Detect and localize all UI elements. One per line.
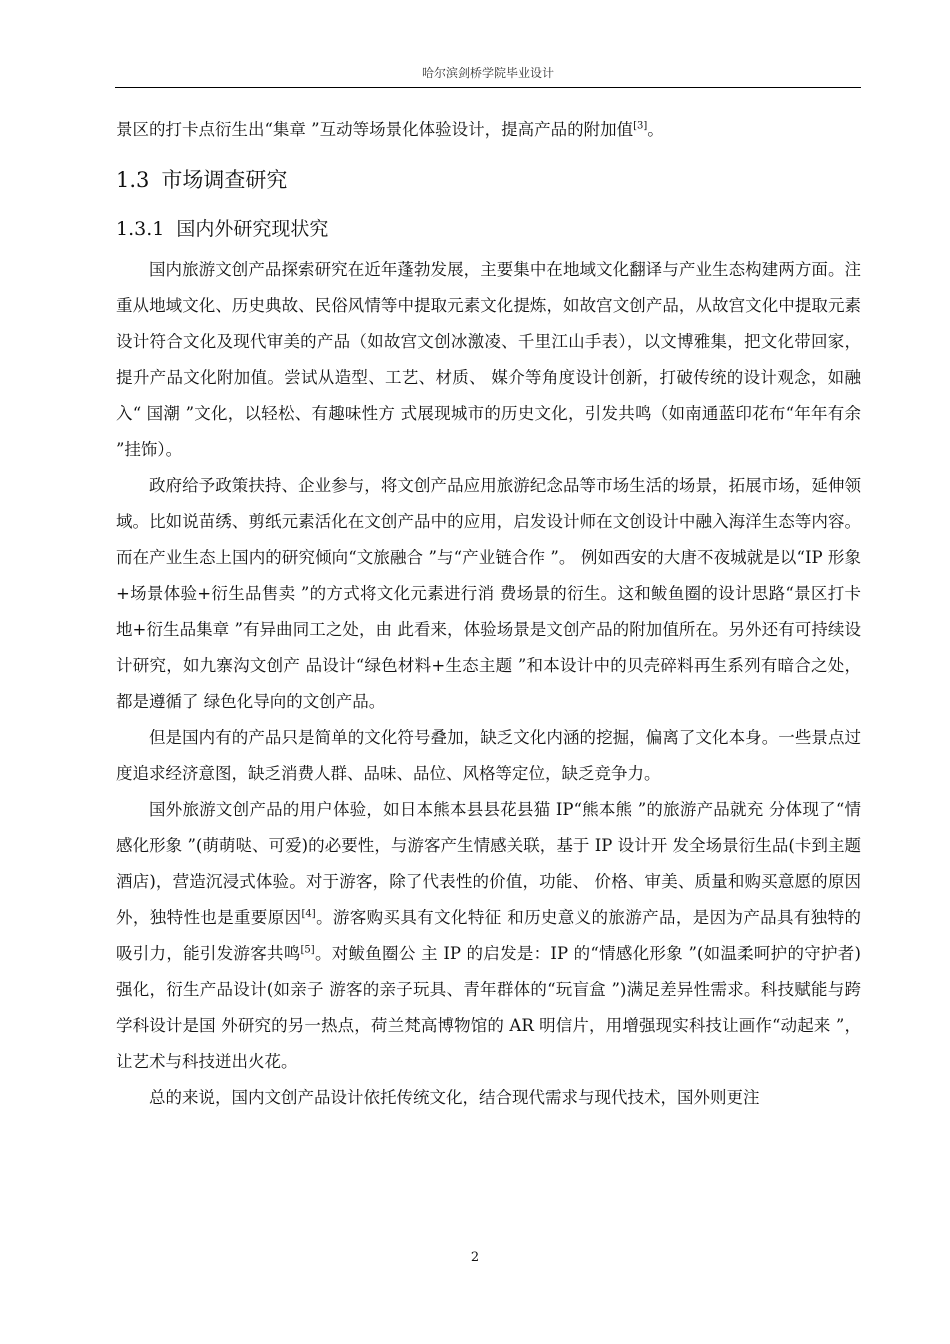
header-divider [115,87,861,88]
intro-end: 。 [647,120,664,139]
intro-paragraph [116,112,861,148]
citation: [5] [300,944,315,956]
intro-text: 景区的打卡点衍生出“集章 ”互动等场景化体验设计，提高产品的附加值 [116,120,634,139]
section-title: 市场调查研究 [161,168,288,192]
paragraph-4-part-2: 。游客购买具有文化特征 和历史意义的旅游产品，是因为产品具有独特的吸引力，能引发游客共鸣 [116,908,862,963]
subsection-number: 1.3.1 [116,218,165,240]
body-paragraph-2: 政府给予政策扶持、企业参与，将文创产品应用旅游纪念品等市场生活的场景，拓展市场，延伸领域。比如说苗绣、剪纸元素活化在文创产品中的应用，启发设计师在文创设计中融入海洋生态等内容。而在产业生态上国内的研究倾向“文旅融合 ”与“产业链合作 ”。 例如西安的大唐不夜城就是以“IP 形象+场景体验+衍生品售卖 ”的方式将文化元素进行消 费场景的衍生。这和鲅鱼圈的设计思路“景区打卡地+衍生品集章 ”有异曲同工之处，由 此看来，体验场景是文创产品的附加值所在。另外还有可持续设计研究，如九寨沟文创产 品设计“绿色材料+生态主题 ”和本设计中的贝壳碎料再生系列有暗合之处，都是遵循了 绿色化导向的文创产品。 [116,476,861,711]
paragraph-4-part-1: 国外旅游文创产品的用户体验，如日本熊本县县花县猫 IP“熊本熊 ”的旅游产品就充 分体现了“情感化形象 ”(萌萌哒、可爱)的必要性，与游客产生情感关联，基于 IP 设计开 发全场景衍生品(卡到主题酒店)，营造沉浸式体验。对于游客，除了代表性的价值，功能、 价格、审美、质量和购买意愿的原因外，独特性也是重要原因 [116,800,861,927]
document-body [116,112,861,1116]
subsection-heading [116,206,861,252]
subsection-title: 国内外研究现状究 [176,218,329,240]
citation: [4] [301,908,316,920]
body-paragraph-4 [116,792,861,1080]
page-header: 哈尔滨剑桥学院毕业设计 [421,66,554,80]
paragraph-4-part-3: 。对鲅鱼圈公 主 IP 的启发是：IP 的“情感化形象 ”(如温柔呵护的守护者)强化，衍生产品设计(如亲子 游客的亲子玩具、青年群体的“玩盲盒 ”)满足差异性需求。科技赋能与跨学科设计是国 外研究的另一热点，荷兰梵高博物馆的 AR 明信片，用增强现实科技让画作“动起来 ”， 让艺术与科技迸出火花。 [116,944,861,1071]
body-paragraph-3: 但是国内有的产品只是简单的文化符号叠加，缺乏文化内涵的挖掘，偏离了文化本身。一些景点过度追求经济意图，缺乏消费人群、品味、品位、风格等定位，缺乏竞争力。 [116,728,861,783]
citation: [3] [633,120,648,132]
body-paragraph-5: 总的来说，国内文创产品设计依托传统文化，结合现代需求与现代技术，国外则更注 [149,1088,760,1107]
section-number: 1.3 [116,168,150,192]
section-heading [116,154,861,206]
body-paragraph-1: 国内旅游文创产品探索研究在近年蓬勃发展，主要集中在地域文化翻译与产业生态构建两方面。注重从地域文化、历史典故、民俗风情等中提取元素文化提炼，如故宫文创产品，从故宫文化中提取元素设计符合文化及现代审美的产品（如故宫文创冰激凌、千里江山手表），以文博雅集，把文化带回家，提升产品文化附加值。尝试从造型、工艺、材质、 媒介等角度设计创新，打破传统的设计观念，如融入“ 国潮 ”文化，以轻松、有趣味性方 式展现城市的历史文化，引发共鸣（如南通蓝印花布“年年有余 ”挂饰）。 [116,260,861,459]
page-number: 2 [470,1250,480,1265]
